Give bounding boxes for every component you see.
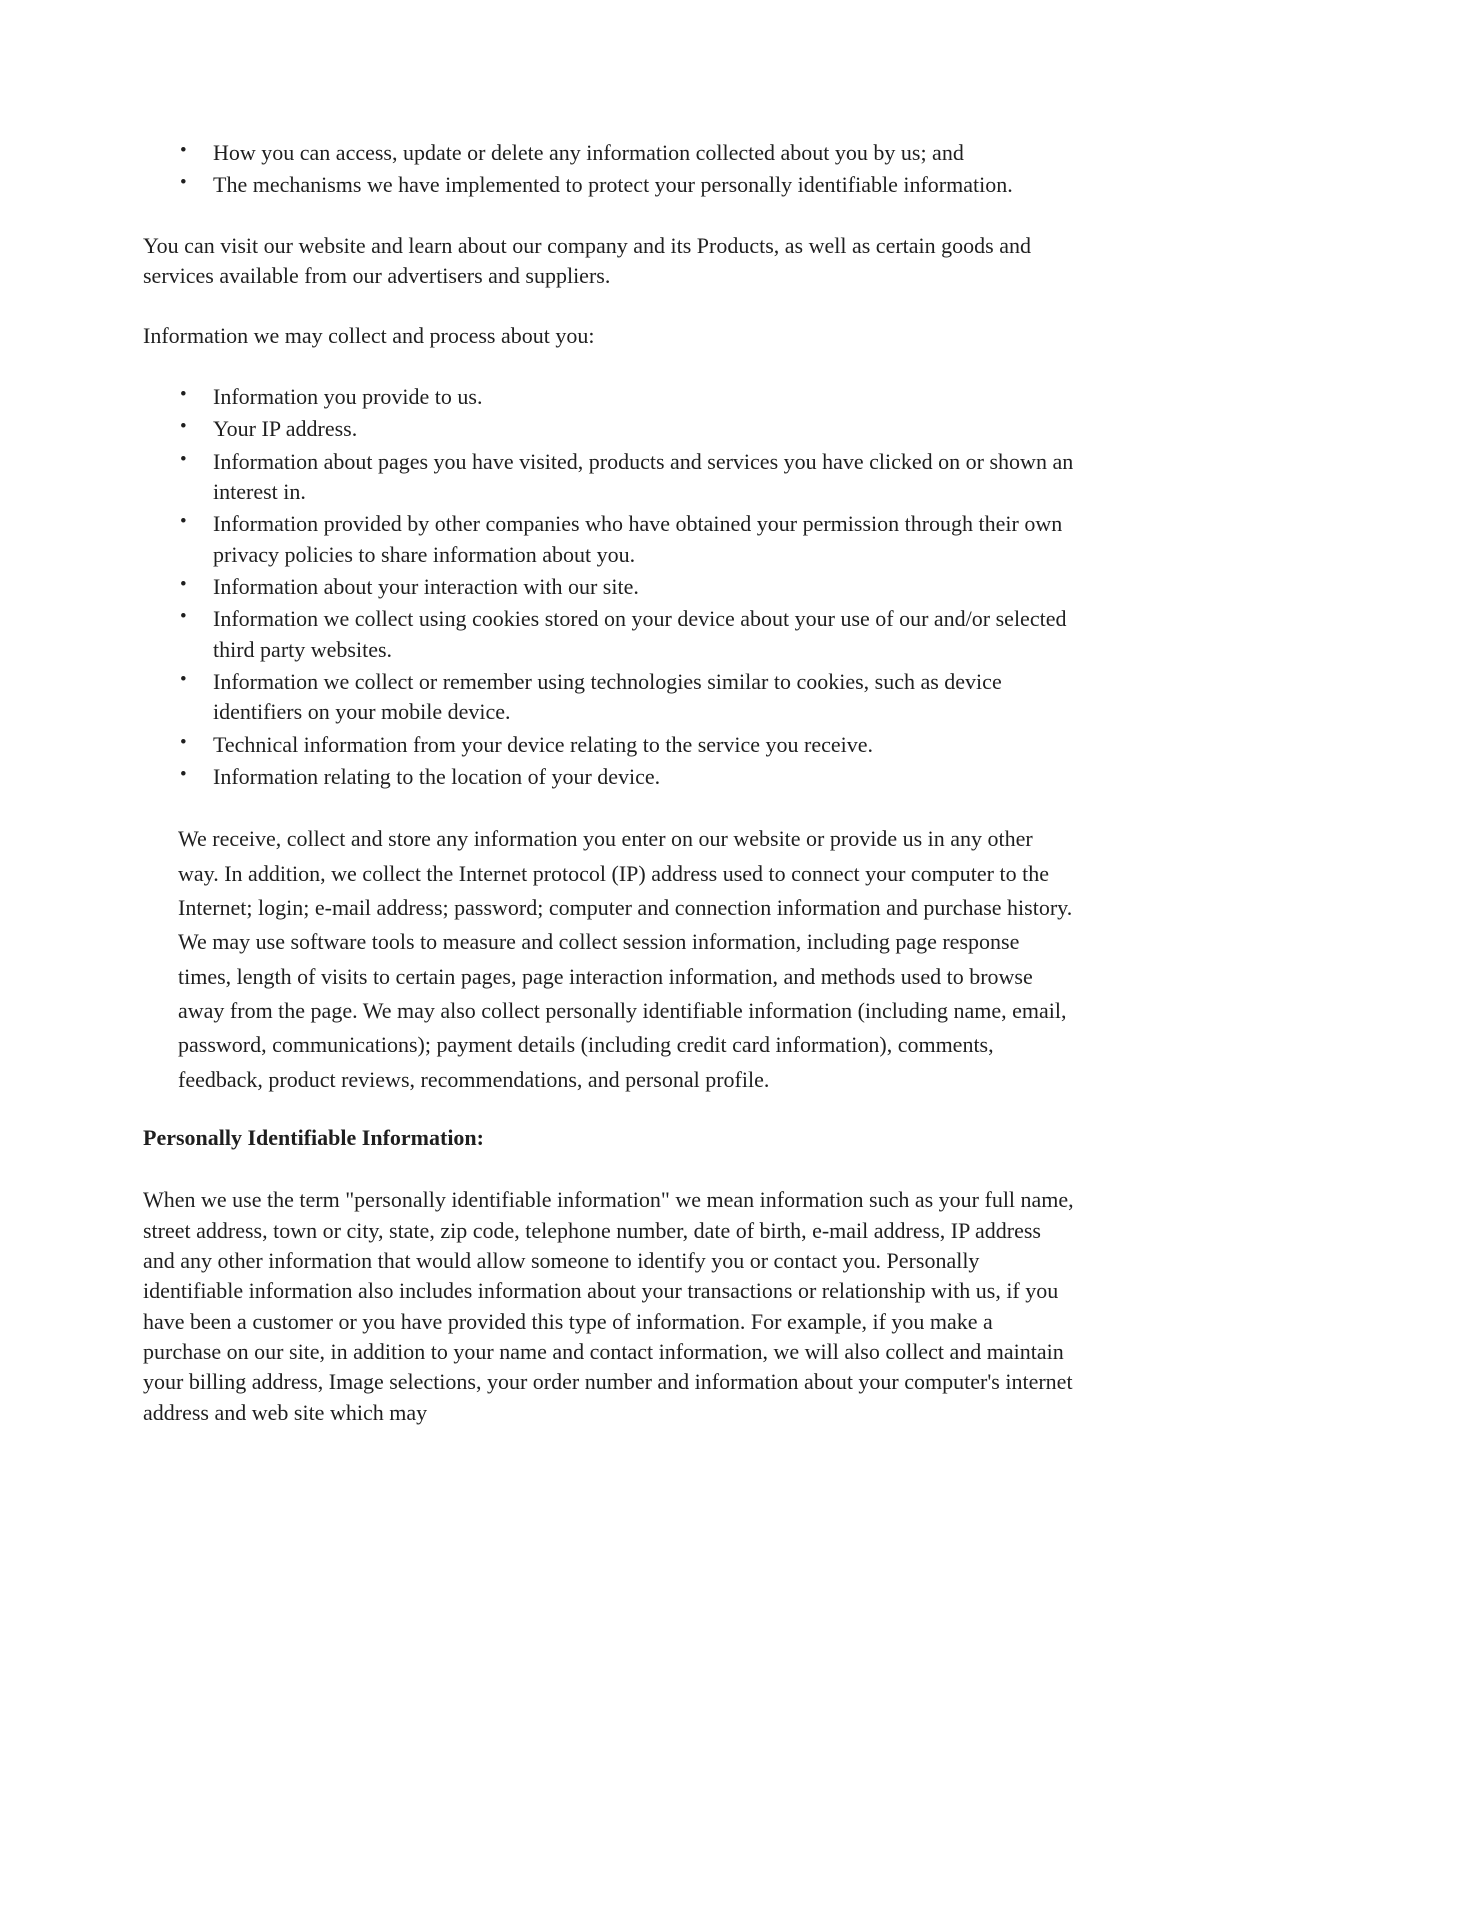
list-item: • Information relating to the location of your device. (213, 762, 1076, 792)
list-item: • Information about your interaction with our site. (213, 572, 1076, 602)
paragraph-visit-website: You can visit our website and learn about our company and its Products, as well as certain goods and services available from our advertisers and suppliers. (143, 232, 1031, 289)
list-item: • Information you provide to us. (213, 382, 1076, 412)
list-item: • Information we collect using cookies stored on your device about your use of our and/or selected third party websites. (213, 604, 1076, 665)
section-heading-pii: Personally Identifiable Information: (143, 1124, 484, 1150)
paragraph-pii-definition: When we use the term "personally identifiable information" we mean information such as your full name, street address, town or city, state, zip code, telephone number, date of birth, e-mail address, IP address and any other information that would allow someone to identify you or contact you. Personally identifiable information also includes information about your transactions or relationship with us, if you have been a customer or you have provided this type of information. For example, if you make a purchase on our site, in addition to your name and contact information, we will also collect and maintain your billing address, Image selections, your order number and information about your computer's internet address and web site which may (143, 1187, 1074, 1425)
list-item: • Technical information from your device relating to the service you receive. (213, 730, 1076, 760)
list-item: • Your IP address. (213, 414, 1076, 444)
list-item: • The mechanisms we have implemented to protect your personally identifiable information. (213, 170, 1076, 200)
list-item: • How you can access, update or delete any information collected about you by us; and (213, 138, 1076, 168)
list-item: • Information we collect or remember using technologies similar to cookies, such as device identifiers on your mobile device. (213, 667, 1076, 728)
list-item: • Information about pages you have visited, products and services you have clicked on or shown an interest in. (213, 447, 1076, 508)
list-item: • Information provided by other companies who have obtained your permission through their own privacy policies to share information about you. (213, 509, 1076, 570)
collect-bullet-list (143, 382, 1076, 793)
paragraph-receive-collect-store: We receive, collect and store any information you enter on our website or provide us in any other way. In addition, we collect the Internet protocol (IP) address used to connect your computer to the Internet; login; e-mail address; password; computer and connection information and purchase history. We may use software tools to measure and collect session information, including page response times, length of visits to certain pages, page interaction information, and methods used to browse away from the page. We may also collect personally identifiable information (including name, email, password, communications); payment details (including credit card information), comments, feedback, product reviews, recommendations, and personal profile. (178, 826, 1073, 1092)
paragraph-collect-intro: Information we may collect and process about you: (143, 323, 595, 349)
intro-bullet-list (143, 138, 1076, 201)
